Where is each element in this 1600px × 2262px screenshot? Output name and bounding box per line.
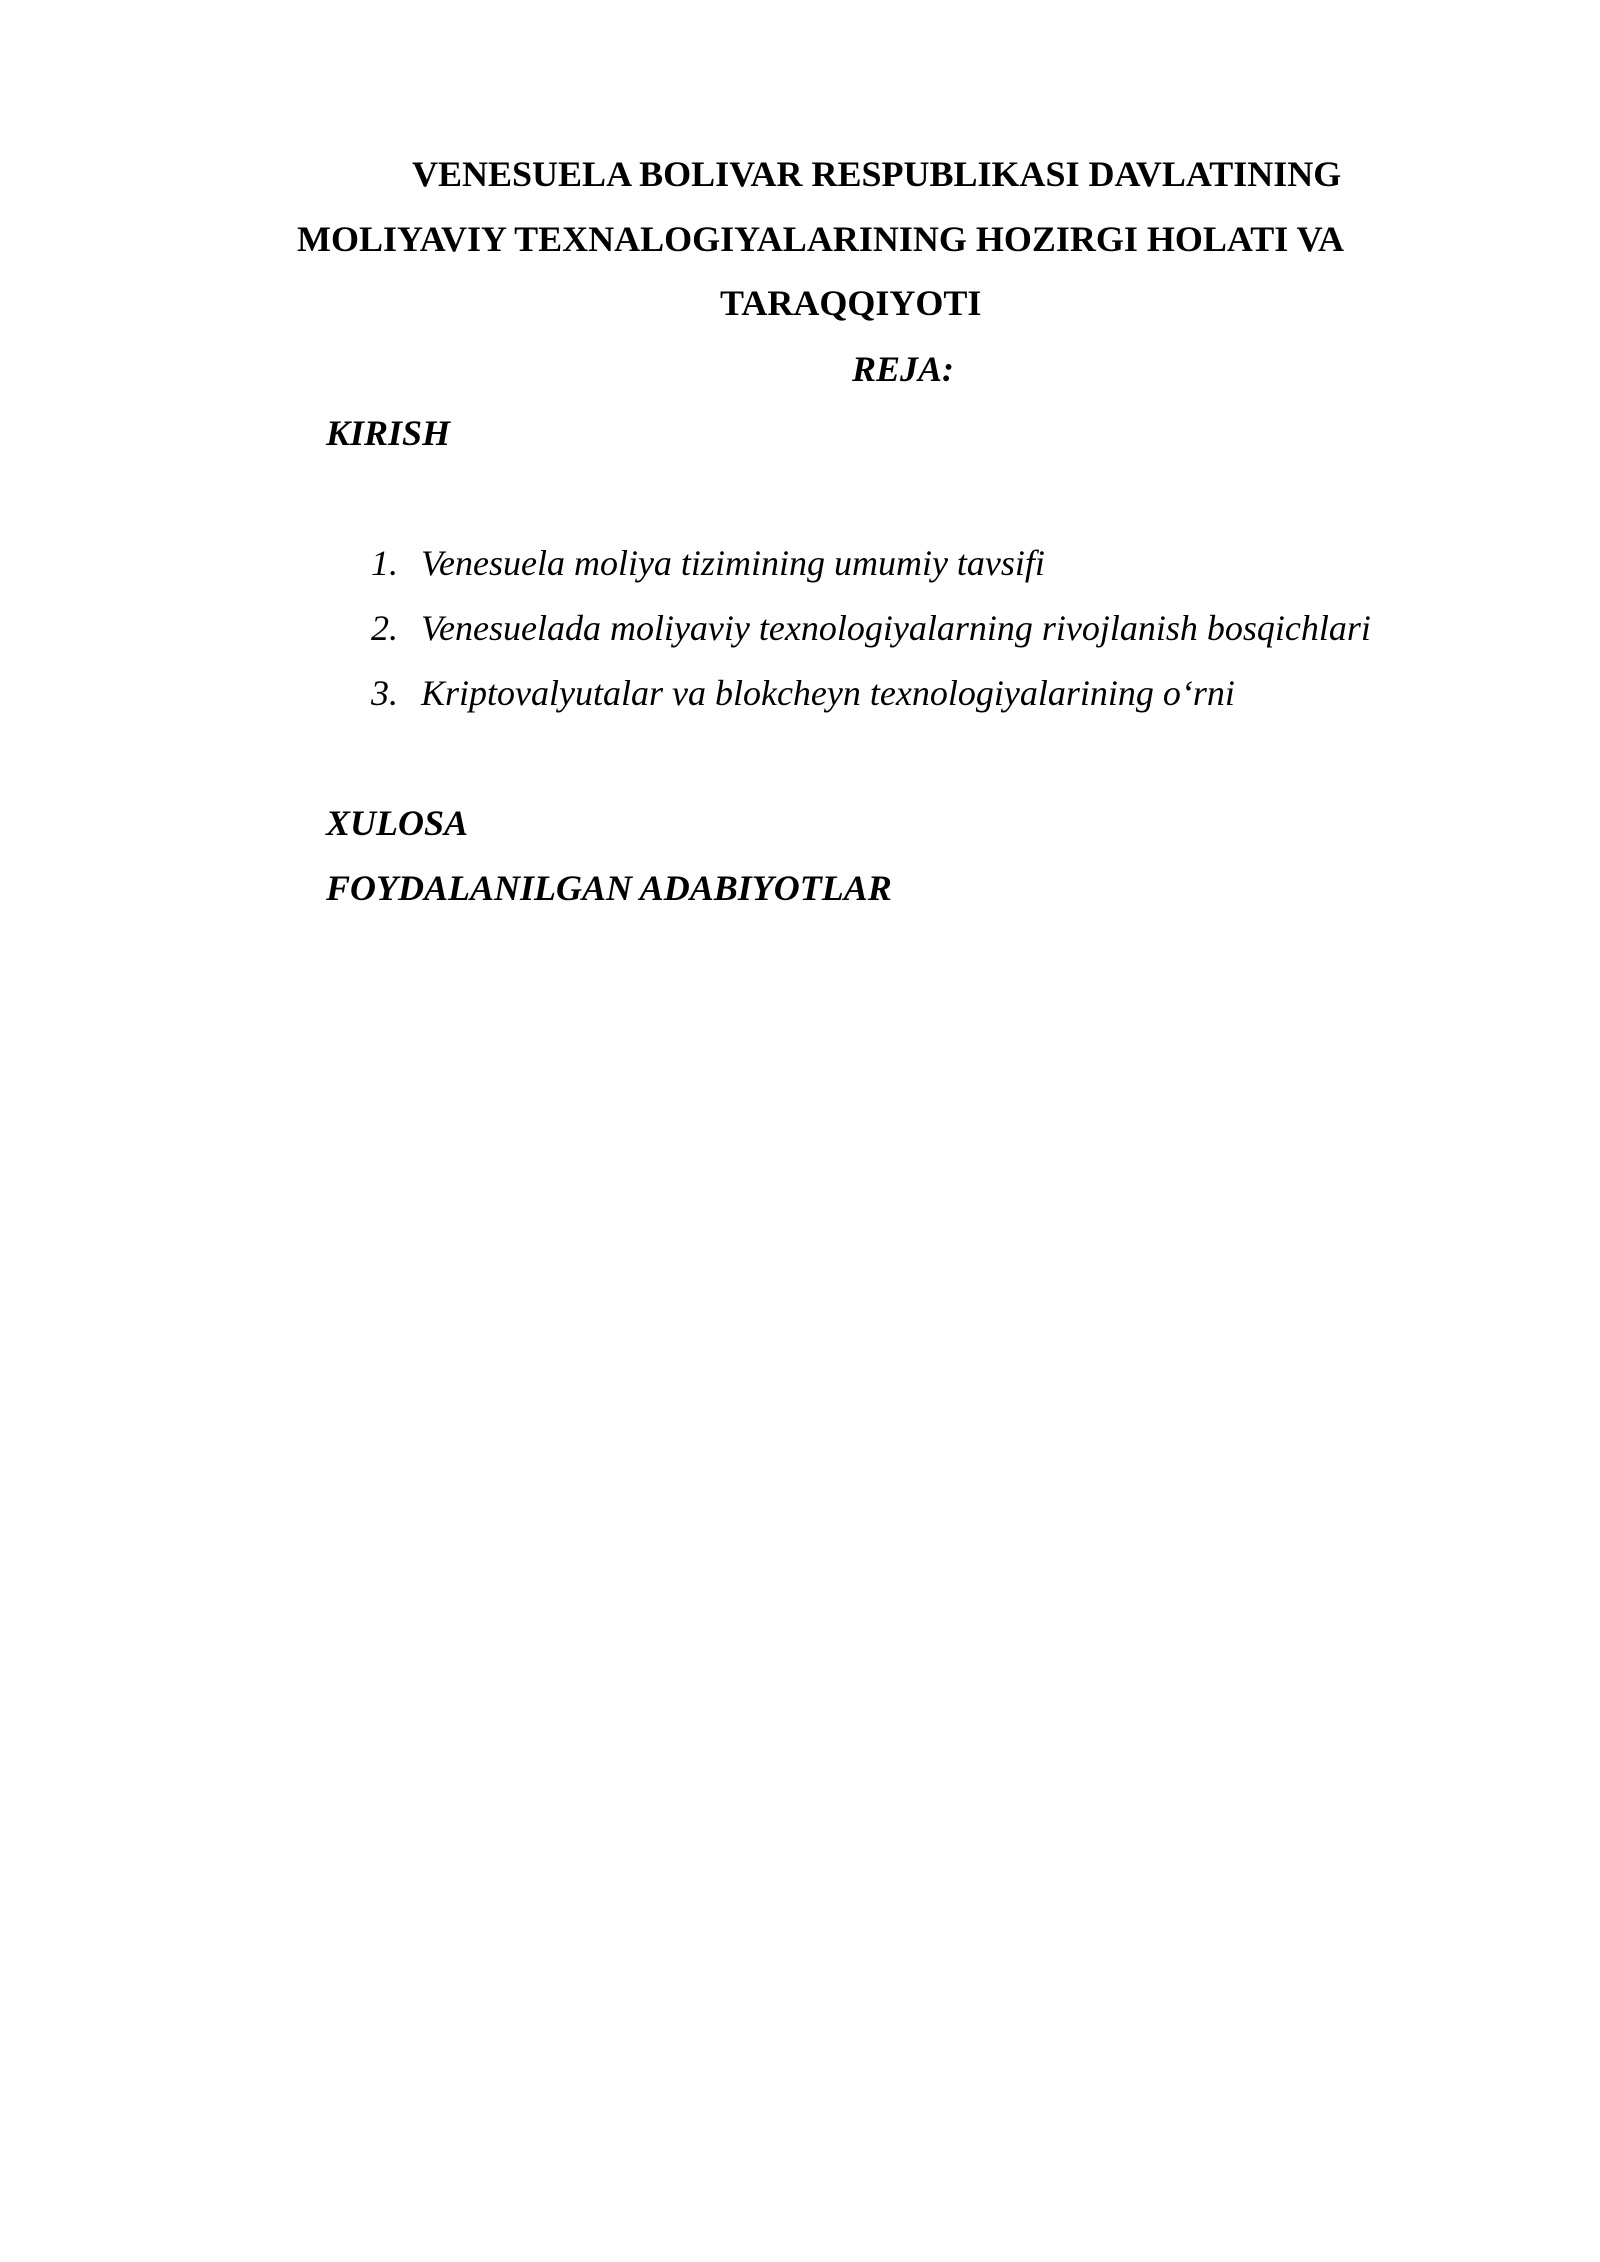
plan-item-text: Venesuela moliya tizimining umumiy tavsifi [421,543,1045,583]
plan-item-text: Venesuelada moliyaviy texnologiyalarning rivojlanish bosqichlari [421,608,1371,648]
plan-heading: REJA: [852,349,955,389]
plan-item-number: 3. [371,673,398,713]
intro-heading: KIRISH [326,413,451,453]
plan-item-number: 2. [371,608,398,648]
plan-item-text: Kriptovalyutalar va blokcheyn texnologiyalarining o‘rni [421,673,1235,713]
plan-item-number: 1. [371,543,398,583]
references-heading: FOYDALANILGAN ADABIYOTLAR [326,868,892,908]
conclusion-heading: XULOSA [326,803,469,843]
title-line: VENESUELA BOLIVAR RESPUBLIKASI DAVLATINING [412,154,1342,194]
title-line: MOLIYAVIY TEXNALOGIYALARINING HOZIRGI HOLATI VA [297,219,1344,259]
title-line: TARAQQIYOTI [720,283,982,323]
